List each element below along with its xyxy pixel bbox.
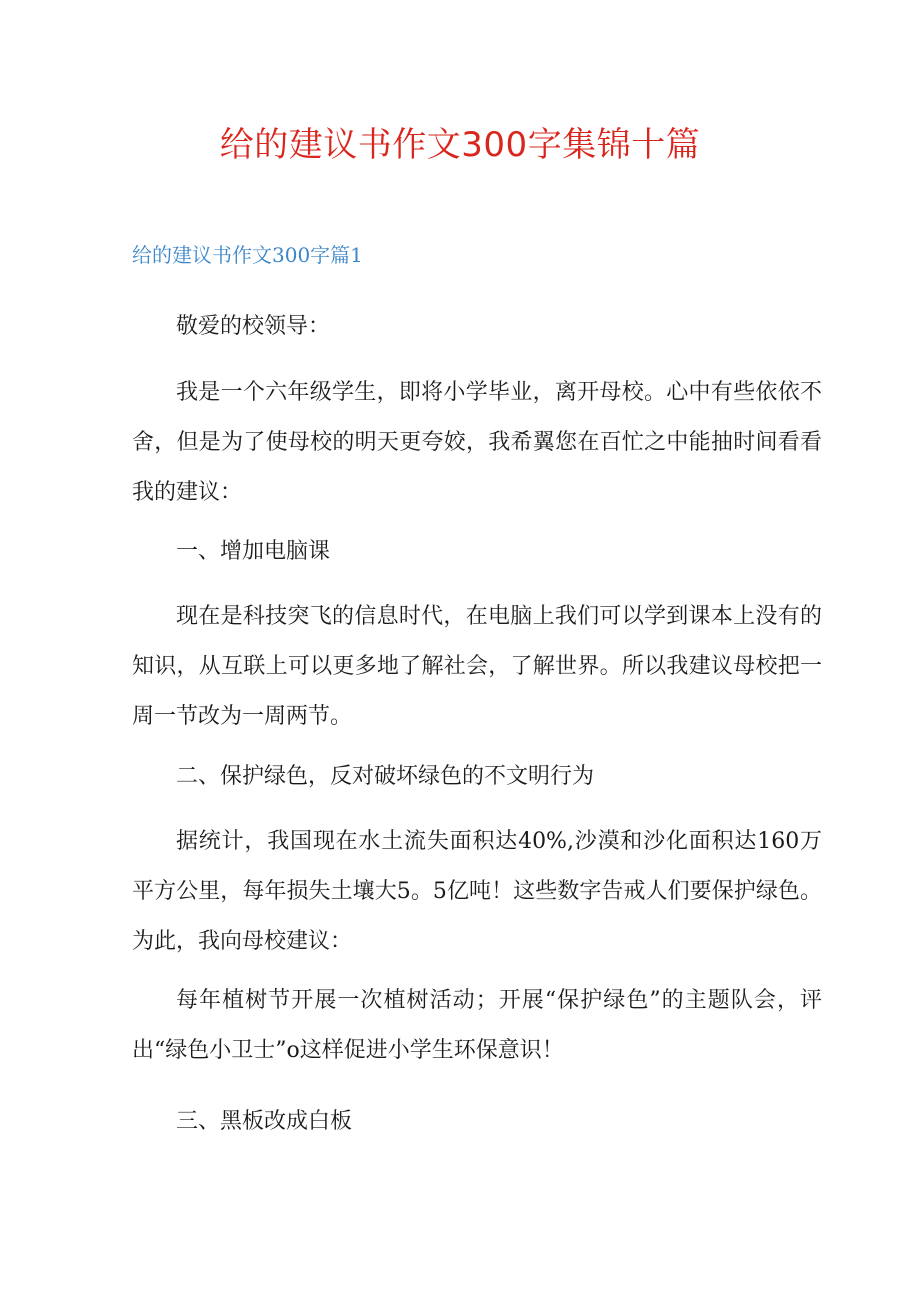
suggestion-body-2-continued: 每年植树节开展一次植树活动；开展“保护绿色”的主题队会，评出“绿色小卫士”o这样促进小学生环保意识！	[132, 988, 822, 1063]
suggestion-body-1: 现在是科技突飞的信息时代，在电脑上我们可以学到课本上没有的知识，从互联上可以更多地了解社会，了解世界。所以我建议母校把一周一节改为一周两节。	[132, 604, 822, 729]
intro-paragraph: 我是一个六年级学生，即将小学毕业，离开母校。心中有些依依不舍，但是为了使母校的明天更夸姣，我希翼您在百忙之中能抽时间看看我的建议：	[132, 380, 822, 505]
suggestion-heading-2: 二、保护绿色，反对破坏绿色的不文明行为	[176, 764, 595, 789]
document-title: 给的建议书作文300字集锦十篇	[219, 125, 701, 165]
greeting-paragraph: 敬爱的校领导：	[176, 314, 331, 339]
suggestion-heading-1: 一、增加电脑课	[176, 539, 331, 564]
suggestion-heading-3: 三、黑板改成白板	[176, 1109, 353, 1134]
section-heading: 给的建议书作文300字篇1	[132, 243, 363, 267]
suggestion-body-2: 据统计，我国现在水土流失面积达40%,沙漠和沙化面积达160万平方公里，每年损失土壤大5。5亿吨！这些数字告戒人们要保护绿色。为此，我向母校建议：	[132, 829, 822, 954]
